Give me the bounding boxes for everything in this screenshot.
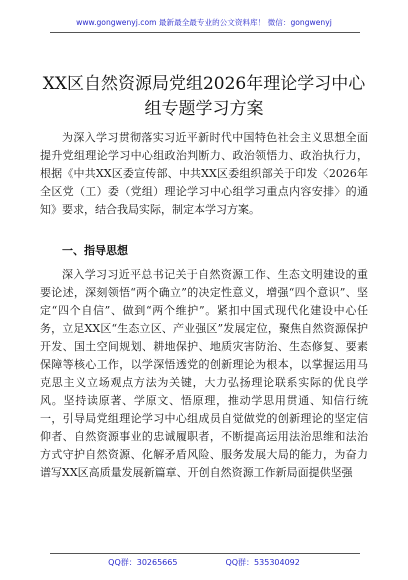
header-divider — [50, 32, 360, 33]
intro-paragraph: 为深入学习贯彻落实习近平新时代中国特色社会主义思想全面提升党组理论学习中心组政治判断力、政治领悟力、政治执行力，根据《中共XX区委宣传部、中共XX区委组织部关于印发〈2026年全区党（工）委（党组）理论学习中心组学习重点内容安排〉的通知》要求，结合我局实际，制定本学习方案。 — [40, 131, 368, 216]
document-title: XX区自然资源局党组2026年理论学习中心组专题学习方案 — [42, 74, 366, 119]
section-paragraph: 深入学习习近平总书记关于自然资源工作、生态文明建设的重要论述，深刻领悟“两个确立”的决定性意义，增强“四个意识”、坚定“四个自信”、做到“两个维护”。紧扣中国式现代化建设中心任务，立足XX区“生态立区、产业强区”发展定位，聚焦自然资源保护开发、国土空间规划、耕地保护、地质灾害防治、生态修复、要素保障等核心工作，以学深悟透党的创新理论为根本，以掌握运用马克思主义立场观点方法为关键，大力弘扬理论联系实际的优良学风。坚持读原著、学原文、悟原理，推动学思用贯通、知信行统一，引导局党组理论学习中心组成员自觉做党的创新理论的坚定信仰者、自然资源事业的忠诚履职者，不断提高运用法治思维和法治方式守护自然资源、化解矛盾风险、服务发展大局的能力，为奋力谱写XX区高质量发展新篇章、开创自然资源工作新局面提供坚强 — [40, 268, 368, 479]
section-heading-guiding-ideology: 一、指导思想 — [62, 244, 128, 257]
footer-qq-group-1: QQ群：30265665 — [108, 558, 178, 567]
footer — [0, 557, 408, 568]
footer-divider — [50, 553, 360, 554]
footer-qq-group-2: QQ群：535304092 — [225, 558, 300, 567]
header-banner: www.gongwenyj.com 最新最全最专业的公文资料库！ 微信：gongwenyj — [76, 18, 332, 27]
